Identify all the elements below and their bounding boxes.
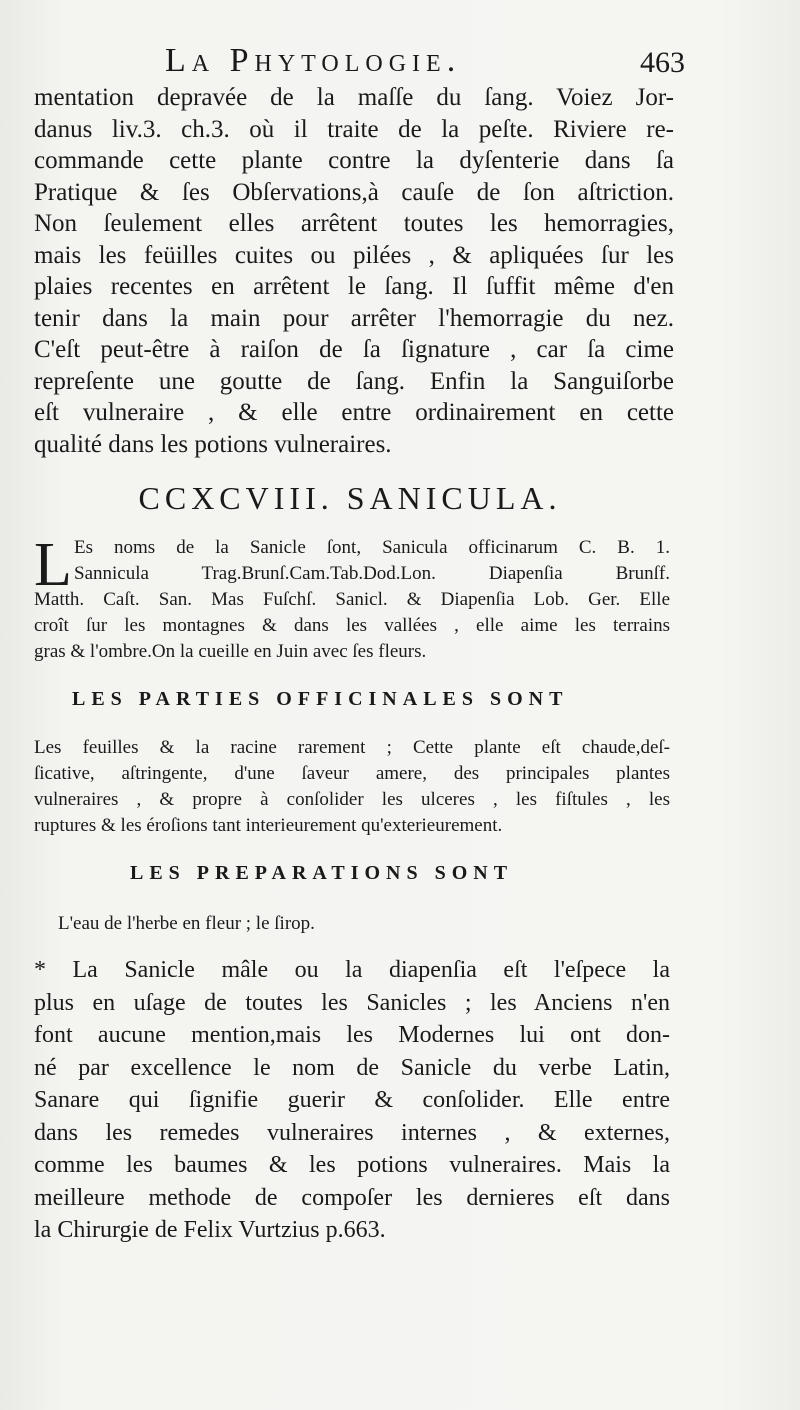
- entry-line: Es noms de la Sanicle ſont, Sanicula officinarum C. B. 1.: [74, 537, 670, 558]
- preparations-line: L'eau de l'herbe en fleur ; le ſirop.: [58, 913, 315, 934]
- text-line: C'eſt peut-être à raiſon de ſa ſignature , car ſa cime: [34, 336, 674, 363]
- preparations-heading: LES PREPARATIONS SONT: [130, 862, 514, 884]
- page-number: 463: [640, 46, 685, 79]
- page-header: [165, 42, 685, 82]
- parts-line: ruptures & les éroſions tant interieurement qu'exterieurement.: [34, 815, 503, 836]
- note-line: Sanare qui ſignifie guerir & conſolider. Elle entre: [34, 1087, 670, 1113]
- text-line: mentation depravée de la maſſe du ſang. Voiez Jor-: [34, 84, 674, 111]
- sanicle-note: [34, 954, 670, 1247]
- entry-line: gras & l'ombre.On la cueille en Juin avec ſes fleurs.: [34, 641, 427, 662]
- parts-line: Les feuilles & la racine rarement ; Cette plante eſt chaude,deſ-: [34, 737, 670, 758]
- parts-line: ſicative, aſtringente, d'une ſaveur amere, des principales plantes: [34, 763, 670, 784]
- running-title: La Phytologie.: [165, 42, 462, 79]
- text-line: Pratique & ſes Obſervations,à cauſe de ſon aſtriction.: [34, 178, 674, 206]
- text-line: plaies recentes en arrêtent le ſang. Il ſuffit même d'en: [34, 273, 674, 300]
- note-line: dans les remedes vulneraires internes , & externes,: [34, 1119, 670, 1146]
- text-line: commande cette plante contre la dyſenterie dans ſa: [34, 147, 674, 174]
- parts-line: vulneraires , & propre à conſolider les ulceres , les fiſtules , les: [34, 789, 670, 810]
- paragraph-sanguisorba: [34, 82, 674, 460]
- note-line: meilleure methode de compoſer les dernieres eſt dans: [34, 1184, 670, 1211]
- entry-line: Matth. Caſt. San. Mas Fuſchſ. Sanicl. & Diapenſia Lob. Ger. Elle: [34, 589, 670, 610]
- drop-cap: L: [34, 531, 72, 599]
- text-line: qualité dans les potions vulneraires.: [34, 430, 392, 458]
- text-line: mais les feüilles cuites ou pilées , & apliquées ſur les: [34, 241, 674, 269]
- text-line: repreſente une goutte de ſang. Enfin la Sanguiſorbe: [34, 367, 674, 395]
- parts-heading: LES PARTIES OFFICINALES SONT: [72, 688, 569, 710]
- note-line: plus en uſage de toutes les Sanicles ; les Anciens n'en: [34, 989, 670, 1016]
- text-line: Non ſeulement elles arrêtent toutes les hemorragies,: [34, 210, 674, 237]
- text-line: eſt vulneraire , & elle entre ordinairement en cette: [34, 399, 674, 426]
- names-entry: [34, 531, 670, 665]
- section-title: CCXCVIII. SANICULA.: [138, 480, 562, 516]
- note-line: né par excellence le nom de Sanicle du verbe Latin,: [34, 1054, 670, 1081]
- note-line: la Chirurgie de Felix Vurtzius p.663.: [34, 1217, 386, 1243]
- note-line: comme les baumes & les potions vulneraires. Mais la: [34, 1152, 670, 1178]
- text-line: danus liv.3. ch.3. où il traite de la peſte. Riviere re-: [34, 115, 674, 143]
- note-line: * La Sanicle mâle ou la diapenſia eſt l'eſpece la: [34, 957, 670, 983]
- entry-line: croît ſur les montagnes & dans les vallées , elle aime les terrains: [34, 615, 670, 636]
- text-line: tenir dans la main pour arrêter l'hemorragie du nez.: [34, 304, 674, 332]
- parts-block: [34, 735, 670, 839]
- note-line: font aucune mention,mais les Modernes lui ont don-: [34, 1022, 670, 1048]
- entry-line: Sannicula Trag.Brunſ.Cam.Tab.Dod.Lon. Diapenſia Brunſf.: [74, 563, 670, 584]
